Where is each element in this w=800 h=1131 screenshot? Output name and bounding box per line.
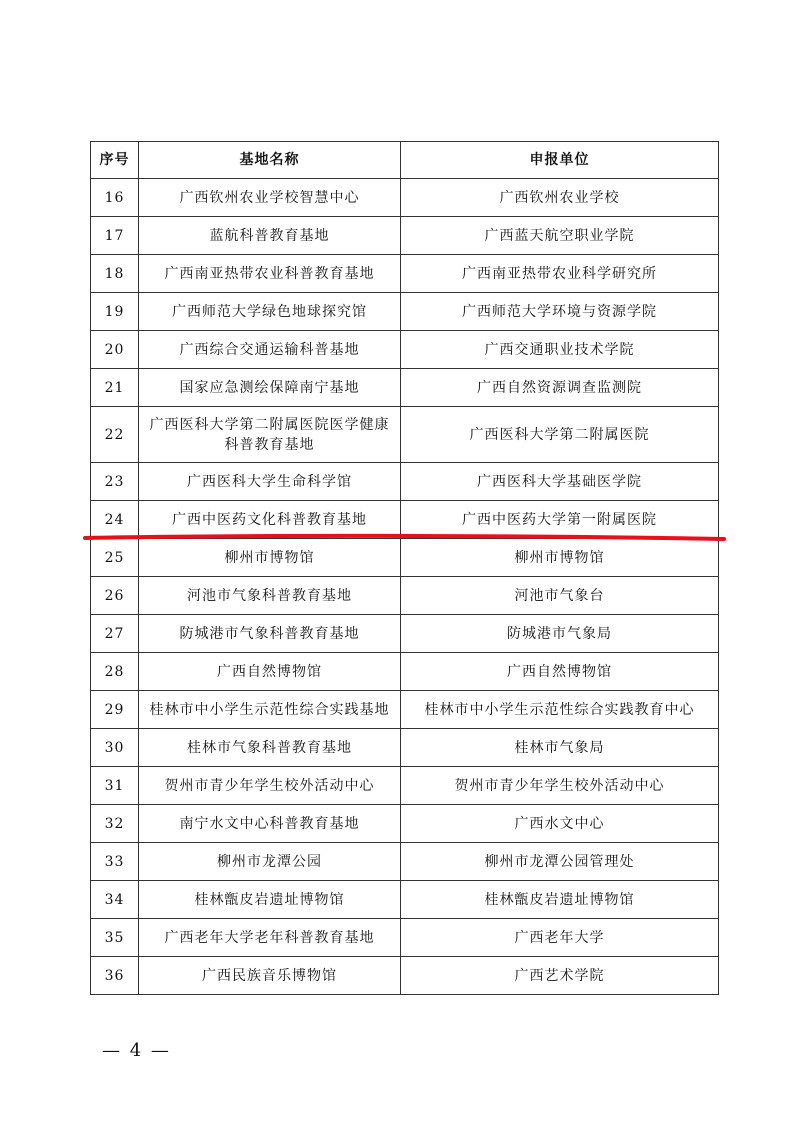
row-base-name: 广西综合交通运输科普基地 [139, 331, 401, 369]
row-applicant-unit: 广西水文中心 [401, 805, 719, 843]
row-serial: 31 [91, 767, 139, 805]
header-applicant-unit: 申报单位 [401, 142, 719, 179]
row-serial: 27 [91, 615, 139, 653]
table-row [91, 331, 719, 369]
row-base-name: 国家应急测绘保障南宁基地 [139, 369, 401, 407]
table-row [91, 691, 719, 729]
table-header-row [91, 142, 719, 179]
table-row [91, 255, 719, 293]
row-applicant-unit: 防城港市气象局 [401, 615, 719, 653]
row-base-name: 柳州市龙潭公园 [139, 843, 401, 881]
table-row [91, 463, 719, 501]
row-serial: 20 [91, 331, 139, 369]
row-applicant-unit: 广西钦州农业学校 [401, 179, 719, 217]
row-serial: 33 [91, 843, 139, 881]
row-base-name: 柳州市博物馆 [139, 539, 401, 577]
row-serial: 28 [91, 653, 139, 691]
row-base-name: 广西中医药文化科普教育基地 [139, 501, 401, 539]
table-row [91, 881, 719, 919]
row-base-name: 广西南亚热带农业科普教育基地 [139, 255, 401, 293]
table-row [91, 217, 719, 255]
header-serial: 序号 [91, 142, 139, 179]
row-base-name: 广西老年大学老年科普教育基地 [139, 919, 401, 957]
row-base-name: 贺州市青少年学生校外活动中心 [139, 767, 401, 805]
row-serial: 36 [91, 957, 139, 995]
row-base-name: 桂林市气象科普教育基地 [139, 729, 401, 767]
row-applicant-unit: 河池市气象台 [401, 577, 719, 615]
row-base-name: 广西自然博物馆 [139, 653, 401, 691]
table-row [91, 179, 719, 217]
page-number: — 4 — [102, 1040, 171, 1061]
row-applicant-unit: 广西蓝天航空职业学院 [401, 217, 719, 255]
row-base-name: 防城港市气象科普教育基地 [139, 615, 401, 653]
row-serial: 19 [91, 293, 139, 331]
row-applicant-unit: 贺州市青少年学生校外活动中心 [401, 767, 719, 805]
red-line-stroke [85, 536, 724, 539]
row-applicant-unit: 广西南亚热带农业科学研究所 [401, 255, 719, 293]
table-row [91, 767, 719, 805]
row-applicant-unit: 广西自然博物馆 [401, 653, 719, 691]
row-applicant-unit: 广西老年大学 [401, 919, 719, 957]
row-serial: 34 [91, 881, 139, 919]
table-row [91, 615, 719, 653]
table-row [91, 369, 719, 407]
table-row [91, 957, 719, 995]
table-row [91, 539, 719, 577]
row-base-name: 蓝航科普教育基地 [139, 217, 401, 255]
row-base-name: 广西医科大学生命科学馆 [139, 463, 401, 501]
row-base-name: 南宁水文中心科普教育基地 [139, 805, 401, 843]
table-row [91, 653, 719, 691]
table-row [91, 729, 719, 767]
table-row [91, 805, 719, 843]
row-applicant-unit: 广西中医药大学第一附属医院 [401, 501, 719, 539]
row-serial: 21 [91, 369, 139, 407]
row-base-name: 河池市气象科普教育基地 [139, 577, 401, 615]
row-applicant-unit: 柳州市龙潭公园管理处 [401, 843, 719, 881]
row-applicant-unit: 广西师范大学环境与资源学院 [401, 293, 719, 331]
row-applicant-unit: 广西艺术学院 [401, 957, 719, 995]
row-applicant-unit: 桂林市气象局 [401, 729, 719, 767]
row-serial: 18 [91, 255, 139, 293]
row-applicant-unit: 广西医科大学基础医学院 [401, 463, 719, 501]
row-serial: 30 [91, 729, 139, 767]
row-serial: 22 [91, 407, 139, 463]
row-base-name: 广西师范大学绿色地球探究馆 [139, 293, 401, 331]
row-serial: 29 [91, 691, 139, 729]
table-row [91, 407, 719, 463]
table-row [91, 293, 719, 331]
header-base-name: 基地名称 [139, 142, 401, 179]
row-applicant-unit: 桂林市中小学生示范性综合实践教育中心 [401, 691, 719, 729]
row-base-name-line-1: 广西医科大学第二附属医院医学健康 [149, 416, 390, 433]
science-base-table [90, 141, 719, 995]
row-serial: 23 [91, 463, 139, 501]
row-applicant-unit: 广西交通职业技术学院 [401, 331, 719, 369]
row-serial: 25 [91, 539, 139, 577]
row-serial: 24 [91, 501, 139, 539]
row-serial: 32 [91, 805, 139, 843]
row-base-name [139, 407, 401, 463]
row-base-name: 桂林甑皮岩遗址博物馆 [139, 881, 401, 919]
row-serial: 16 [91, 179, 139, 217]
row-serial: 17 [91, 217, 139, 255]
table-row [91, 919, 719, 957]
table-row [91, 577, 719, 615]
row-base-name-line-2: 科普教育基地 [224, 436, 315, 453]
row-base-name: 桂林市中小学生示范性综合实践基地 [139, 691, 401, 729]
row-base-name: 广西民族音乐博物馆 [139, 957, 401, 995]
row-applicant-unit: 柳州市博物馆 [401, 539, 719, 577]
row-serial: 35 [91, 919, 139, 957]
row-serial: 26 [91, 577, 139, 615]
red-underline-annotation [82, 528, 727, 544]
table-row [91, 843, 719, 881]
row-base-name: 广西钦州农业学校智慧中心 [139, 179, 401, 217]
row-applicant-unit: 广西自然资源调查监测院 [401, 369, 719, 407]
row-applicant-unit: 广西医科大学第二附属医院 [401, 407, 719, 463]
row-applicant-unit: 桂林甑皮岩遗址博物馆 [401, 881, 719, 919]
